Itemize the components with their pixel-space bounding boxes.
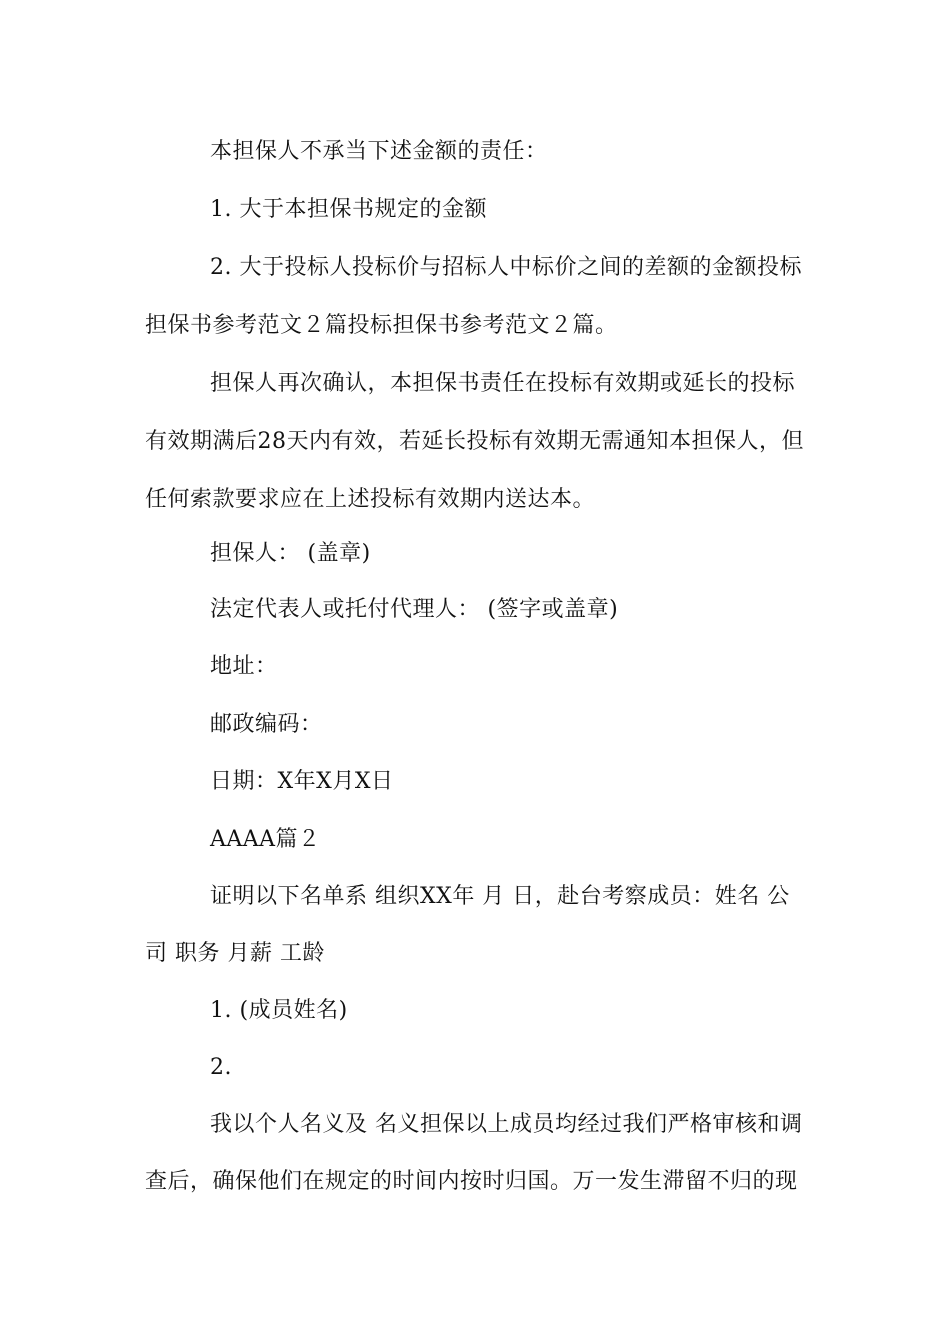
text-line: 有效期满后28天内有效，若延长投标有效期无需通知本担保人，但 — [145, 429, 804, 454]
text-line: 查后，确保他们在规定的时间内按时归国。万一发生滞留不归的现 — [145, 1169, 798, 1194]
legal-rep-field: 法定代表人或托付代理人： (签字或盖章) — [210, 597, 619, 622]
section-heading: AAAA篇２ — [210, 827, 321, 852]
list-item: 2. 大于投标人投标价与招标人中标价之间的差额的金额投标 — [210, 255, 802, 280]
date-field: 日期：X年X月X日 — [210, 769, 394, 794]
text-line: 司 职务 月薪 工龄 — [145, 941, 325, 966]
list-item: 1. 大于本担保书规定的金额 — [210, 197, 487, 222]
text-line: 本担保人不承当下述金额的责任： — [210, 139, 548, 164]
list-item: 2. — [210, 1055, 232, 1080]
text-line: 证明以下名单系 组织XX年 月 日，赴台考察成员：姓名 公 — [210, 884, 790, 909]
guarantor-field: 担保人： (盖章) — [210, 541, 371, 566]
text-line: 任何索款要求应在上述投标有效期内送达本。 — [145, 487, 596, 512]
text-line: 担保书参考范文２篇投标担保书参考范文２篇。 — [145, 313, 618, 338]
text-line: 我以个人名义及 名义担保以上成员均经过我们严格审核和调 — [210, 1112, 803, 1137]
list-item: 1. (成员姓名) — [210, 998, 348, 1023]
postal-code-field: 邮政编码： — [210, 712, 323, 737]
address-field: 地址： — [210, 654, 278, 679]
text-line: 担保人再次确认，本担保书责任在投标有效期或延长的投标 — [210, 371, 796, 396]
